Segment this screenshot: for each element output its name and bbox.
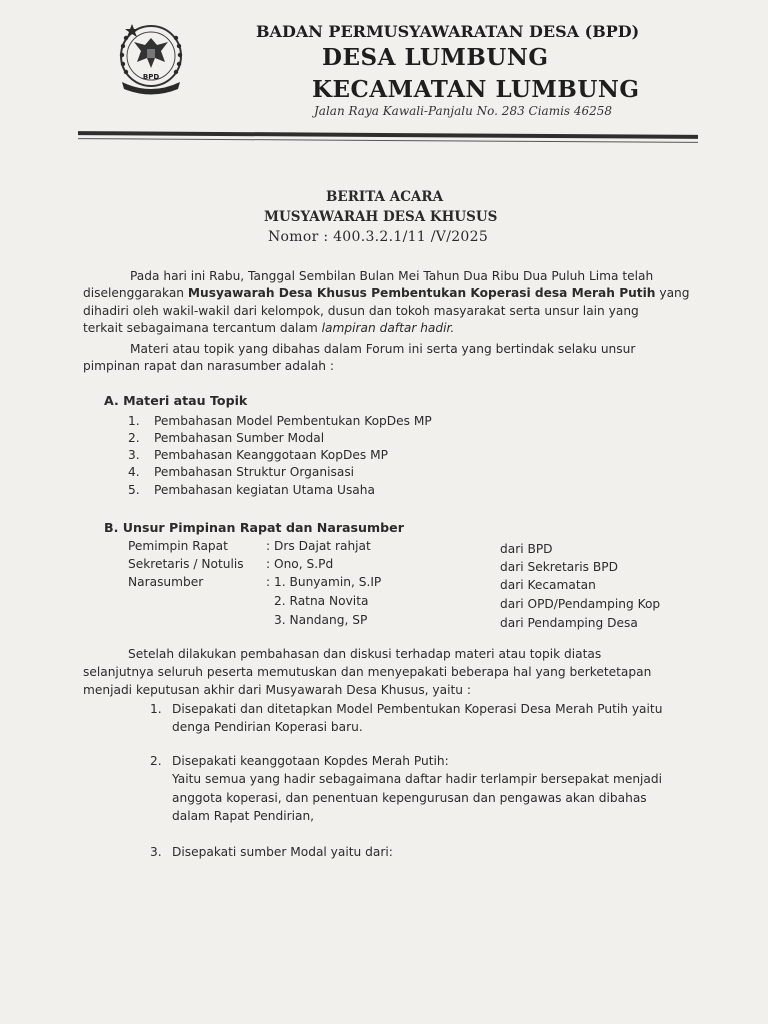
- topic-item: 1. Pembahasan Model Pembentukan KopDes MP: [128, 414, 432, 428]
- decision-number: 3.: [150, 845, 162, 859]
- decision-number: 1.: [150, 702, 162, 716]
- participant-origin: dari Kecamatan: [500, 578, 596, 592]
- participant-name: 3. Nandang, SP: [274, 613, 368, 627]
- document-number: Nomor : 400.3.2.1/11 /V/2025: [268, 229, 489, 245]
- topic-item: 3. Pembahasan Keanggotaan KopDes MP: [128, 448, 388, 462]
- opening-line-3: dihadiri oleh wakil-wakil dari kelompok, dusun dan tokoh masyarakat serta unsur lain yang: [83, 304, 639, 318]
- letterhead-org-name: BADAN PERMUSYAWARATAN DESA (BPD): [256, 22, 640, 41]
- opening-line-2: diselenggarakan Musyawarah Desa Khusus Pembentukan Koperasi desa Merah Putih yang: [83, 286, 690, 300]
- participant-name: : Ono, S.Pd: [266, 557, 334, 571]
- participant-name: : Drs Dajat rahjat: [266, 539, 371, 553]
- decision-line: anggota koperasi, dan penentuan kepengurusan dan pengawas akan dibahas: [172, 791, 647, 805]
- opening-line-4: terkait sebagaimana tercantum dalam lampiran daftar hadir.: [83, 321, 455, 335]
- letterhead-divider-thin: [78, 138, 698, 143]
- participant-origin: dari Pendamping Desa: [500, 616, 638, 630]
- opening-line-1: Pada hari ini Rabu, Tanggal Sembilan Bulan Mei Tahun Dua Ribu Dua Puluh Lima telah: [130, 269, 654, 283]
- participant-name: 2. Ratna Novita: [274, 594, 369, 608]
- participant-role: Pemimpin Rapat: [128, 539, 228, 553]
- decision-line: Disepakati sumber Modal yaitu dari:: [172, 845, 393, 859]
- closing-line-2: selanjutnya seluruh peserta memutuskan dan menyepakati beberapa hal yang berketetapan: [83, 665, 652, 679]
- letterhead-village: DESA LUMBUNG: [322, 44, 549, 71]
- decision-line: denga Pendirian Koperasi baru.: [172, 720, 363, 734]
- closing-line-1: Setelah dilakukan pembahasan dan diskusi terhadap materi atau topik diatas: [128, 647, 602, 661]
- decision-line: Disepakati keanggotaan Kopdes Merah Putih:: [172, 754, 449, 768]
- opening-para2-line-2: pimpinan rapat dan narasumber adalah :: [83, 359, 335, 373]
- participant-origin: dari BPD: [500, 542, 553, 556]
- decision-line: Yaitu semua yang hadir sebagaimana daftar hadir terlampir bersepakat menjadi: [172, 772, 663, 786]
- decision-number: 2.: [150, 754, 162, 768]
- svg-text:BPD: BPD: [142, 73, 160, 81]
- participant-origin: dari OPD/Pendamping Kop: [500, 597, 661, 611]
- decision-line: Disepakati dan ditetapkan Model Pembentukan Koperasi Desa Merah Putih yaitu: [172, 702, 663, 716]
- closing-line-3: menjadi keputusan akhir dari Musyawarah Desa Khusus, yaitu :: [83, 683, 471, 697]
- participant-role: Narasumber: [128, 575, 204, 589]
- decision-line: dalam Rapat Pendirian,: [172, 809, 315, 823]
- document-title: BERITA ACARA: [326, 189, 444, 205]
- letterhead-district: KECAMATAN LUMBUNG: [312, 76, 640, 103]
- bpd-emblem-logo: [112, 18, 190, 98]
- letterhead-address: Jalan Raya Kawali-Panjalu No. 283 Ciamis 46258: [314, 104, 613, 118]
- topic-item: 5. Pembahasan kegiatan Utama Usaha: [128, 483, 375, 497]
- document-subtitle: MUSYAWARAH DESA KHUSUS: [264, 209, 498, 225]
- section-a-heading: A. Materi atau Topik: [104, 393, 248, 408]
- section-b-heading: B. Unsur Pimpinan Rapat dan Narasumber: [104, 520, 404, 535]
- topic-item: 4. Pembahasan Struktur Organisasi: [128, 465, 355, 479]
- participant-origin: dari Sekretaris BPD: [500, 560, 618, 574]
- participant-name: : 1. Bunyamin, S.IP: [266, 575, 382, 589]
- topic-item: 2. Pembahasan Sumber Modal: [128, 431, 325, 445]
- participant-role: Sekretaris / Notulis: [128, 557, 244, 571]
- opening-para2-line-1: Materi atau topik yang dibahas dalam Forum ini serta yang bertindak selaku unsur: [130, 342, 636, 356]
